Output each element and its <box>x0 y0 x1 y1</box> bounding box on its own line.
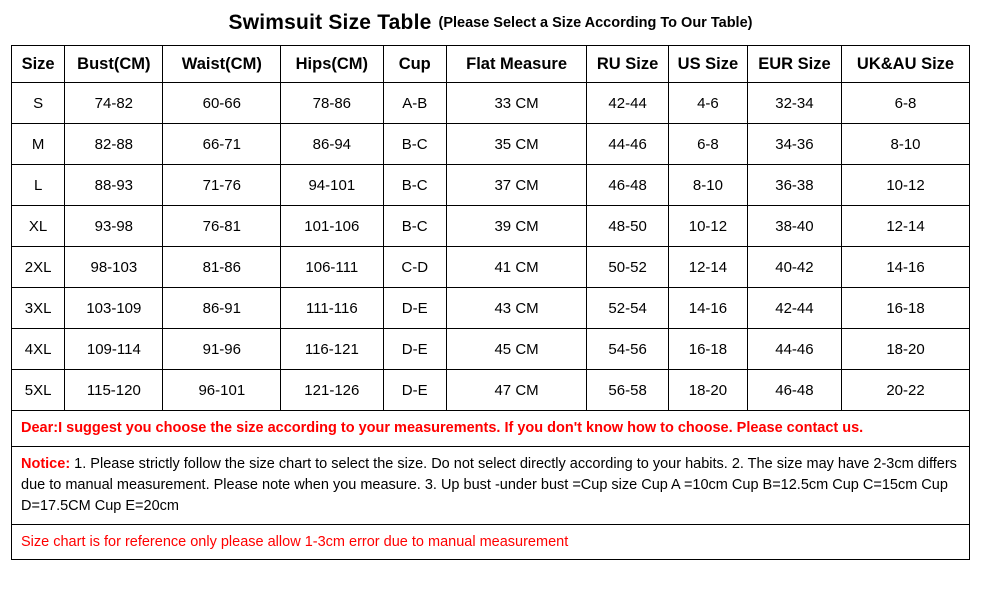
note-notice-text <box>21 454 961 517</box>
table-cell: 88-93 <box>65 165 163 206</box>
table-cell: 43 CM <box>446 288 586 329</box>
table-cell: 96-101 <box>163 370 281 411</box>
table-row <box>12 370 970 411</box>
table-cell: 86-94 <box>281 124 383 165</box>
title-subtitle: (Please Select a Size According To Our Table) <box>438 14 753 31</box>
table-row <box>12 247 970 288</box>
table-cell: 76-81 <box>163 206 281 247</box>
note-reference-row <box>12 525 969 559</box>
table-cell: D-E <box>383 370 446 411</box>
note-notice-label: Notice: <box>21 456 71 472</box>
table-cell: 98-103 <box>65 247 163 288</box>
table-cell: 47 CM <box>446 370 586 411</box>
table-cell: 39 CM <box>446 206 586 247</box>
table-cell: 6-8 <box>669 124 748 165</box>
table-cell: 36-38 <box>747 165 841 206</box>
table-cell: A-B <box>383 83 446 124</box>
note-notice-body: 1. Please strictly follow the size chart to select the size. Do not select directly according to your habits. 2. The size may have 2-3cm differs due to manual measurement. Please note when you measure. 3. Up bust -under bust =Cup size Cup A =10cm Cup B=12.5cm Cup C=15cm Cup D=17.5CM Cup E=20cm <box>21 456 957 514</box>
table-cell: S <box>12 83 65 124</box>
table-cell: 37 CM <box>446 165 586 206</box>
table-row <box>12 206 970 247</box>
table-cell: 14-16 <box>842 247 970 288</box>
column-header: Cup <box>383 46 446 83</box>
table-row <box>12 329 970 370</box>
table-cell: 32-34 <box>747 83 841 124</box>
table-cell: 101-106 <box>281 206 383 247</box>
table-cell: D-E <box>383 329 446 370</box>
table-cell: 54-56 <box>587 329 669 370</box>
table-cell: 45 CM <box>446 329 586 370</box>
page-title <box>0 0 981 45</box>
table-cell: 91-96 <box>163 329 281 370</box>
table-header-row <box>12 46 970 83</box>
table-cell: 42-44 <box>587 83 669 124</box>
table-cell: 121-126 <box>281 370 383 411</box>
table-cell: 35 CM <box>446 124 586 165</box>
table-cell: 71-76 <box>163 165 281 206</box>
table-cell: 50-52 <box>587 247 669 288</box>
table-cell: 81-86 <box>163 247 281 288</box>
table-cell: 14-16 <box>669 288 748 329</box>
table-cell: 82-88 <box>65 124 163 165</box>
table-cell: 12-14 <box>842 206 970 247</box>
table-cell: 106-111 <box>281 247 383 288</box>
table-cell: 56-58 <box>587 370 669 411</box>
table-cell: 38-40 <box>747 206 841 247</box>
table-cell: C-D <box>383 247 446 288</box>
table-cell: 48-50 <box>587 206 669 247</box>
note-dear-row <box>12 411 969 447</box>
table-cell: 66-71 <box>163 124 281 165</box>
note-dear-text: Dear:I suggest you choose the size according to your measurements. If you don't know how to choose. Please contact us. <box>21 420 864 436</box>
table-cell: 20-22 <box>842 370 970 411</box>
table-cell: XL <box>12 206 65 247</box>
table-cell: 6-8 <box>842 83 970 124</box>
table-cell: 33 CM <box>446 83 586 124</box>
table-cell: B-C <box>383 206 446 247</box>
table-cell: 4XL <box>12 329 65 370</box>
column-header: UK&AU Size <box>842 46 970 83</box>
table-cell: 16-18 <box>669 329 748 370</box>
table-cell: 116-121 <box>281 329 383 370</box>
table-row <box>12 124 970 165</box>
table-cell: 40-42 <box>747 247 841 288</box>
table-cell: 94-101 <box>281 165 383 206</box>
column-header: EUR Size <box>747 46 841 83</box>
table-cell: 8-10 <box>842 124 970 165</box>
column-header: Bust(CM) <box>65 46 163 83</box>
column-header: US Size <box>669 46 748 83</box>
table-cell: D-E <box>383 288 446 329</box>
table-cell: 5XL <box>12 370 65 411</box>
table-cell: 10-12 <box>842 165 970 206</box>
table-cell: 44-46 <box>587 124 669 165</box>
note-notice-row <box>12 447 969 525</box>
table-cell: 3XL <box>12 288 65 329</box>
table-cell: 103-109 <box>65 288 163 329</box>
table-cell: 109-114 <box>65 329 163 370</box>
column-header: RU Size <box>587 46 669 83</box>
column-header: Size <box>12 46 65 83</box>
table-cell: 86-91 <box>163 288 281 329</box>
table-cell: 12-14 <box>669 247 748 288</box>
table-cell: 78-86 <box>281 83 383 124</box>
table-cell: 34-36 <box>747 124 841 165</box>
table-cell: 8-10 <box>669 165 748 206</box>
table-cell: 93-98 <box>65 206 163 247</box>
notes-section <box>11 411 970 560</box>
column-header: Flat Measure <box>446 46 586 83</box>
table-cell: 4-6 <box>669 83 748 124</box>
table-cell: 18-20 <box>669 370 748 411</box>
table-cell: 111-116 <box>281 288 383 329</box>
table-row <box>12 165 970 206</box>
table-cell: B-C <box>383 124 446 165</box>
table-row <box>12 83 970 124</box>
note-reference-text: Size chart is for reference only please allow 1-3cm error due to manual measurement <box>21 534 569 550</box>
table-cell: 41 CM <box>446 247 586 288</box>
table-cell: 18-20 <box>842 329 970 370</box>
table-cell: M <box>12 124 65 165</box>
table-cell: B-C <box>383 165 446 206</box>
table-cell: 52-54 <box>587 288 669 329</box>
table-cell: 46-48 <box>747 370 841 411</box>
title-main: Swimsuit Size Table <box>228 10 432 34</box>
table-cell: 60-66 <box>163 83 281 124</box>
column-header: Hips(CM) <box>281 46 383 83</box>
table-cell: L <box>12 165 65 206</box>
size-table <box>11 45 970 411</box>
table-cell: 46-48 <box>587 165 669 206</box>
table-cell: 42-44 <box>747 288 841 329</box>
table-cell: 2XL <box>12 247 65 288</box>
table-cell: 10-12 <box>669 206 748 247</box>
table-cell: 115-120 <box>65 370 163 411</box>
table-body <box>12 83 970 411</box>
table-cell: 16-18 <box>842 288 970 329</box>
table-row <box>12 288 970 329</box>
column-header: Waist(CM) <box>163 46 281 83</box>
table-cell: 74-82 <box>65 83 163 124</box>
table-cell: 44-46 <box>747 329 841 370</box>
